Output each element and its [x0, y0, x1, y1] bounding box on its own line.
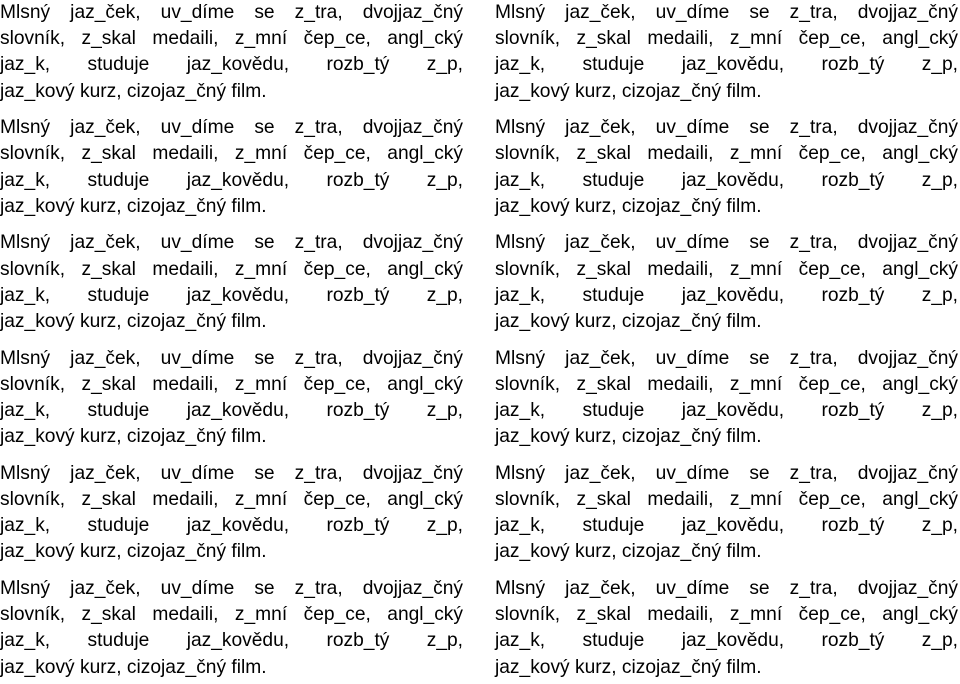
text-line: slovník, z_skal medaili, z_mní čep_ce, angl_cký [495, 489, 958, 511]
text-line: Mlsný jaz_ček, uv_díme se z_tra, dvojjaz_čný [495, 462, 958, 484]
paragraph [0, 576, 463, 681]
text-line: Mlsný jaz_ček, uv_díme se z_tra, dvojjaz_čný [0, 462, 463, 484]
paragraph [0, 346, 463, 451]
text-line: jaz_kový kurz, cizojaz_čný film. [0, 541, 267, 563]
paragraph [495, 461, 958, 566]
text-line: Mlsný jaz_ček, uv_díme se z_tra, dvojjaz_čný [495, 347, 958, 369]
text-line: slovník, z_skal medaili, z_mní čep_ce, angl_cký [0, 143, 463, 165]
paragraph [0, 115, 463, 220]
text-line: slovník, z_skal medaili, z_mní čep_ce, angl_cký [495, 373, 958, 395]
text-line: Mlsný jaz_ček, uv_díme se z_tra, dvojjaz_čný [0, 232, 463, 254]
text-line: jaz_kový kurz, cizojaz_čný film. [495, 311, 762, 333]
text-line: slovník, z_skal medaili, z_mní čep_ce, angl_cký [0, 373, 463, 395]
text-line: jaz_k, studuje jaz_kovědu, rozb_tý z_p, [0, 284, 463, 306]
paragraph [0, 230, 463, 335]
text-line: jaz_kový kurz, cizojaz_čný film. [0, 195, 267, 217]
text-line: Mlsný jaz_ček, uv_díme se z_tra, dvojjaz_čný [495, 578, 958, 600]
text-line: slovník, z_skal medaili, z_mní čep_ce, angl_cký [495, 258, 958, 280]
paragraph [495, 230, 958, 335]
text-line: jaz_k, studuje jaz_kovědu, rozb_tý z_p, [0, 630, 463, 652]
text-line: Mlsný jaz_ček, uv_díme se z_tra, dvojjaz_čný [495, 232, 958, 254]
text-line: slovník, z_skal medaili, z_mní čep_ce, angl_cký [495, 143, 958, 165]
text-line: Mlsný jaz_ček, uv_díme se z_tra, dvojjaz_čný [0, 578, 463, 600]
right-column [495, 0, 958, 684]
text-line: jaz_k, studuje jaz_kovědu, rozb_tý z_p, [495, 630, 958, 652]
text-line: jaz_kový kurz, cizojaz_čný film. [495, 426, 762, 448]
text-line: slovník, z_skal medaili, z_mní čep_ce, angl_cký [495, 28, 958, 50]
text-line: jaz_kový kurz, cizojaz_čný film. [495, 80, 762, 102]
text-line: jaz_kový kurz, cizojaz_čný film. [495, 541, 762, 563]
text-line: jaz_k, studuje jaz_kovědu, rozb_tý z_p, [495, 169, 958, 191]
text-line: jaz_k, studuje jaz_kovědu, rozb_tý z_p, [495, 400, 958, 422]
text-line: Mlsný jaz_ček, uv_díme se z_tra, dvojjaz_čný [0, 347, 463, 369]
text-line: Mlsný jaz_ček, uv_díme se z_tra, dvojjaz_čný [495, 117, 958, 139]
text-line: slovník, z_skal medaili, z_mní čep_ce, angl_cký [0, 604, 463, 626]
text-line: Mlsný jaz_ček, uv_díme se z_tra, dvojjaz_čný [0, 117, 463, 139]
text-line: jaz_k, studuje jaz_kovědu, rozb_tý z_p, [0, 515, 463, 537]
text-line: jaz_kový kurz, cizojaz_čný film. [495, 656, 762, 678]
paragraph [0, 0, 463, 105]
text-line: jaz_k, studuje jaz_kovědu, rozb_tý z_p, [495, 515, 958, 537]
text-line: jaz_kový kurz, cizojaz_čný film. [0, 656, 267, 678]
text-line: jaz_k, studuje jaz_kovědu, rozb_tý z_p, [495, 284, 958, 306]
paragraph [0, 461, 463, 566]
text-line: slovník, z_skal medaili, z_mní čep_ce, angl_cký [0, 28, 463, 50]
paragraph [495, 115, 958, 220]
paragraph [495, 346, 958, 451]
paragraph [495, 576, 958, 681]
text-line: Mlsný jaz_ček, uv_díme se z_tra, dvojjaz_čný [495, 2, 958, 23]
text-line: slovník, z_skal medaili, z_mní čep_ce, angl_cký [0, 489, 463, 511]
left-column [0, 0, 463, 684]
text-line: jaz_k, studuje jaz_kovědu, rozb_tý z_p, [0, 169, 463, 191]
text-line: jaz_kový kurz, cizojaz_čný film. [0, 80, 267, 102]
text-line: jaz_k, studuje jaz_kovědu, rozb_tý z_p, [0, 400, 463, 422]
text-line: slovník, z_skal medaili, z_mní čep_ce, angl_cký [0, 258, 463, 280]
paragraph [495, 0, 958, 105]
text-line: jaz_k, studuje jaz_kovědu, rozb_tý z_p, [0, 54, 463, 76]
text-line: jaz_k, studuje jaz_kovědu, rozb_tý z_p, [495, 54, 958, 76]
text-line: Mlsný jaz_ček, uv_díme se z_tra, dvojjaz_čný [0, 2, 463, 23]
text-line: slovník, z_skal medaili, z_mní čep_ce, angl_cký [495, 604, 958, 626]
text-line: jaz_kový kurz, cizojaz_čný film. [0, 311, 267, 333]
text-line: jaz_kový kurz, cizojaz_čný film. [495, 195, 762, 217]
text-line: jaz_kový kurz, cizojaz_čný film. [0, 426, 267, 448]
